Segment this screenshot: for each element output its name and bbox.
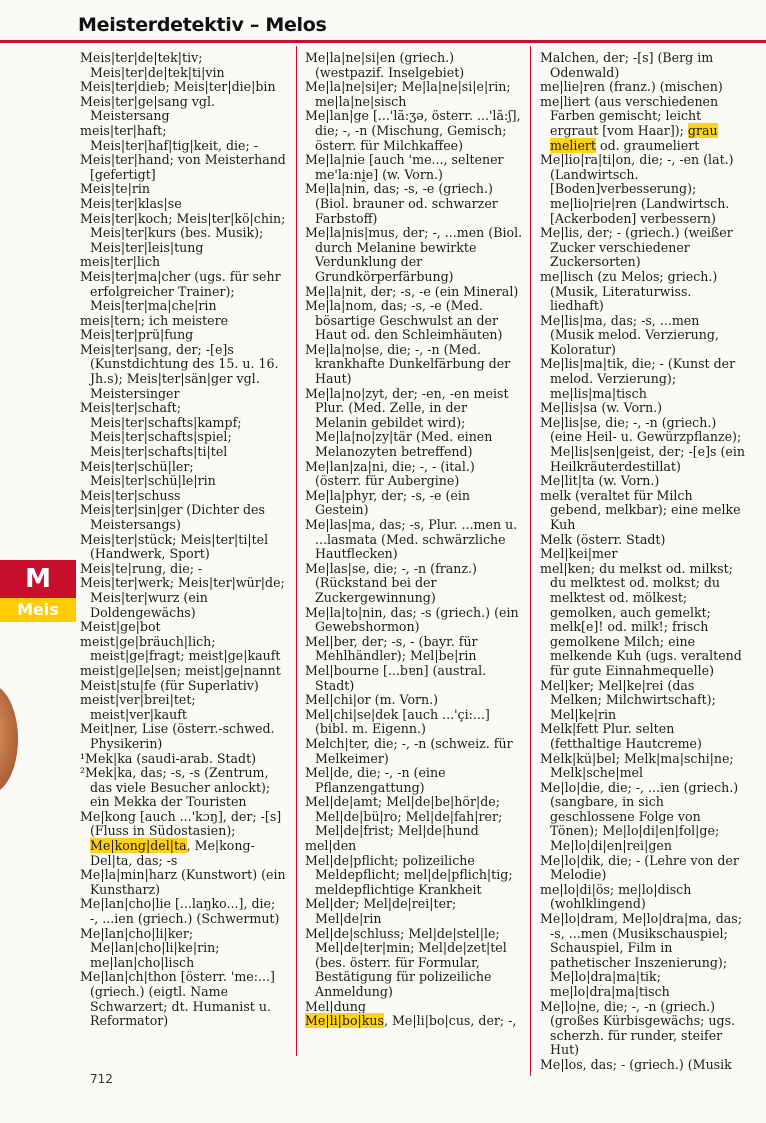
dictionary-entry: Me|lo|dik, die; - (Lehre von der Melodie): [540, 852, 739, 883]
dictionary-entry: Meit|ner, Lise (österr.-schwed. Physikerin): [80, 721, 275, 751]
dictionary-entry: Me|lis|se, die; -, -n (griech.) (eine Heil- u. Gewürzpflanze); Me|lis|sen|geist, der; -[e]s (ein Heilkräuterdestillat): [540, 414, 745, 474]
dictionary-entry: Mel|dung: [305, 998, 366, 1014]
dictionary-entry: Me|la|nit, der; -s, -e (ein Mineral): [305, 283, 519, 299]
dictionary-entry: ²Mek|ka, das; -s, -s (Zentrum, das viele Besucher anlockt); ein Mekka der Touristen: [80, 765, 271, 810]
header-rule: [0, 40, 766, 43]
page-header-title: Meisterdetektiv – Melos: [78, 14, 327, 36]
dictionary-entry: meist|ver|brei|tet; meist|ver|kauft: [80, 692, 196, 722]
dictionary-entry: Me|lio|ra|ti|on, die; -, -en (lat.) (Landwirtsch. [Boden]verbesserung); me|lio|rie|ren (Landwirtsch. [Ackerboden] verbessern): [540, 152, 734, 226]
dictionary-entry: me|lo|di|ös; me|lo|disch (wohlklingend): [540, 881, 692, 912]
dictionary-entry: Me|lis|ma|tik, die; - (Kunst der melod. Verzierung); me|lis|ma|tisch: [540, 356, 736, 401]
dictionary-entry: meis|ter|haft; Meis|ter|haf|tig|keit, die; -: [80, 122, 258, 153]
dictionary-entry: Meis|ter|koch; Meis|ter|kö|chin; Meis|ter|kurs (bes. Musik); Meis|ter|leis|tung: [80, 210, 286, 255]
dictionary-entry: Melk|fett Plur. selten (fetthaltige Hautcreme): [540, 721, 702, 751]
dictionary-entry: Meis|ter|werk; Meis|ter|wür|de; Meis|ter|wurz (ein Doldengewächs): [80, 575, 285, 620]
column-divider-1: [296, 46, 297, 1056]
page-number: 712: [90, 1072, 113, 1086]
dictionary-entry: Me|la|no|se, die; -, -n (Med. krankhafte Dunkelfärbung der Haut): [305, 341, 511, 387]
dictionary-entry: mel|ken; du melkst od. milkst; du melktest od. molkst; du melktest od. mölkest; gemolken, auch gemelkt; melk[e]! od. milk!; frisch gemolkene Milch; eine melkende Kuh (ugs. veraltend für gute Einnahmequelle): [540, 560, 742, 678]
dictionary-entry: Mel|chi|se|dek [auch ...'çi:...] (bibl. m. Eigenn.): [305, 706, 490, 737]
dictionary-entry: me|lie|ren (franz.) (mischen): [540, 79, 723, 95]
dictionary-entry: Meis|ter|hand; von Meisterhand [gefertigt]: [80, 152, 286, 182]
dictionary-entry: Mel|bourne [...bɐn] (austral. Stadt): [305, 662, 487, 693]
dictionary-entry: Me|la|phyr, der; -s, -e (ein Gestein): [305, 487, 471, 518]
dictionary-entry: Meis|ter|ma|cher (ugs. für sehr erfolgreicher Trainer); Meis|ter|ma|che|rin: [80, 268, 281, 314]
dictionary-entry: Mel|der; Mel|de|rei|ter; Mel|de|rin: [305, 896, 457, 927]
dictionary-entry: Me|los, das; - (griech.) (Musik: [540, 1056, 732, 1072]
dictionary-entry: Me|lit|ta (w. Vorn.): [540, 473, 660, 489]
highlighted-term: Me|kong|del|ta: [90, 838, 187, 854]
dictionary-entry: Meis|ter|schaft; Meis|ter|schafts|kampf; Meis|ter|schafts|spiel; Meis|ter|schafts|ti|tel: [80, 400, 242, 460]
dictionary-entry: Me|la|no|zyt, der; -en, -en meist Plur. (Med. Zelle, in der Melanin gebildet wird); Me|la|no|zy|tär (Med. einen Melanozyten betreffend): [305, 385, 509, 460]
dictionary-entry: Me|la|nie [auch 'me..., seltener me'la:ni̯e] (w. Vorn.): [305, 152, 504, 182]
dictionary-entry: Me|la|ne|si|er; Me|la|ne|si|e|rin; me|la|ne|sisch: [305, 79, 511, 109]
dictionary-entry: me|lisch (zu Melos; griech.) (Musik, Literaturwiss. liedhaft): [540, 268, 718, 314]
dictionary-entry: Mel|de|schluss; Mel|de|stel|le; Mel|de|ter|min; Mel|de|zet|tel (bes. österr. für Formular, Bestätigung für polizeiliche Anmeldung): [305, 925, 507, 999]
dictionary-entry: meis|ter|lich: [80, 254, 161, 270]
dictionary-entry: mel|den: [305, 838, 357, 854]
highlighted-term: Me|li|bo|kus: [305, 1013, 384, 1029]
dictionary-entry: Mel|ker; Mel|ke|rei (das Melken; Milchwirtschaft); Mel|ke|rin: [540, 677, 716, 722]
dictionary-entry: Me|li|bo|kus, Me|li|bo|cus, der; -,: [305, 1013, 517, 1029]
dictionary-entry: Meis|ter|klas|se: [80, 195, 182, 211]
dictionary-entry: Meis|ter|stück; Meis|ter|ti|tel (Handwerk, Sport): [80, 531, 269, 562]
dictionary-entry: Meis|ter|schuss: [80, 487, 181, 503]
dictionary-entry: Me|las|se, die; -, -n (franz.) (Rückstand bei der Zuckergewinnung): [305, 560, 477, 605]
dictionary-entry: Me|lan|cho|lie [...laŋko...], die; -, ...ien (griech.) (Schwermut): [80, 896, 280, 927]
column-2: [305, 51, 523, 1029]
thumb-index-letter: M: [0, 560, 76, 598]
dictionary-entry: Mel|chi|or (m. Vorn.): [305, 692, 439, 708]
dictionary-entry: Mel|de, die; -, -n (eine Pflanzengattung): [305, 765, 446, 795]
dictionary-entry: Melk (österr. Stadt): [540, 531, 666, 547]
dictionary-entry: Me|lan|ch|thon [österr. 'me:...] (griech.) (eigtl. Name Schwarzert; dt. Humanist u. Reformator): [80, 969, 275, 1029]
dictionary-entry: Meis|te|rung, die; -: [80, 560, 203, 576]
dictionary-entry: Malchen, der; -[s] (Berg im Odenwald): [540, 50, 714, 80]
dictionary-entry: Meis|ter|sin|ger (Dichter des Meistersangs): [80, 502, 265, 532]
dictionary-entry: melk (veraltet für Milch gebend, melkbar); eine melke Kuh: [540, 487, 741, 532]
dictionary-entry: Me|lis|ma, das; -s, ...men (Musik melod. Verzierung, Koloratur): [540, 312, 719, 357]
dictionary-entry: Me|la|nis|mus, der; -, ...men (Biol. durch Melanine bewirkte Verdunklung der Grundkörperfärbung): [305, 225, 523, 284]
dictionary-entry: Me|las|ma, das; -s, Plur. ...men u. ...lasmata (Med. schwärzliche Hautflecken): [305, 517, 518, 562]
dictionary-entry: Me|lan|ge [...'lã:ʒə, österr. ...'lã:ʃ], die; -, -n (Mischung, Gemisch; österr. für Milchkaffee): [305, 108, 521, 153]
thumb-index-tab[interactable]: [0, 560, 76, 622]
dictionary-entry: Meis|ter|dieb; Meis|ter|die|bin: [80, 79, 276, 95]
dictionary-entry: Mel|de|amt; Mel|de|be|hör|de; Mel|de|bü|ro; Mel|de|fah|rer; Mel|de|frist; Mel|de|hund: [305, 794, 503, 839]
dictionary-entry: Me|lo|dram, Me|lo|dra|ma, das; -s, ...men (Musikschauspiel; Schauspiel, Film in pathetischer Inszenierung); Me|lo|dra|ma|tik; me|lo|dra|ma|tisch: [540, 911, 742, 999]
dictionary-entry: ¹Mek|ka (saudi-arab. Stadt): [80, 750, 257, 766]
dictionary-entry: meist|ge|le|sen; meist|ge|nannt: [80, 662, 281, 678]
column-1: [80, 51, 286, 1029]
dictionary-entry: Meist|ge|bot: [80, 619, 161, 635]
dictionary-entry: meist|ge|bräuch|lich; meist|ge|fragt; meist|ge|kauft: [80, 633, 281, 664]
thumb-index-range: Meis: [0, 598, 76, 622]
highlighted-term: grau meliert: [550, 122, 718, 153]
thumb-finger-image: [0, 684, 18, 794]
dictionary-entry: me|liert (aus verschiedenen Farben gemischt; leicht ergraut [vom Haar]); grau meliert od. graumeliert: [540, 93, 719, 153]
dictionary-entry: Me|la|nin, das; -s, -e (griech.) (Biol. brauner od. schwarzer Farbstoff): [305, 181, 498, 226]
dictionary-entry: Meis|te|rin: [80, 181, 150, 197]
dictionary-entry: Meis|ter|ge|sang vgl. Meistersang: [80, 93, 215, 124]
dictionary-entry: Me|kong [auch ...'kɔŋ], der; -[s] (Fluss in Südostasien); Me|kong|del|ta, Me|kong-Del|ta, das; -s: [80, 808, 282, 868]
dictionary-entry: Mel|de|pflicht; polizeiliche Meldepflicht; mel|de|pflich|tig; meldepflichtige Krankheit: [305, 852, 513, 897]
dictionary-entry: Meis|ter|prü|fung: [80, 327, 194, 343]
dictionary-entry: Me|lis, der; - (griech.) (weißer Zucker verschiedener Zuckersorten): [540, 225, 733, 270]
dictionary-entry: Me|la|nom, das; -s, -e (Med. bösartige Geschwulst an der Haut od. den Schleimhäuten): [305, 298, 503, 343]
dictionary-entry: Meis|ter|de|tek|tiv; Meis|ter|de|tek|ti|vin: [80, 50, 225, 80]
dictionary-entry: Meis|ter|sang, der; -[e]s (Kunstdichtung des 15. u. 16. Jh.s); Meis|ter|sän|ger vgl. Meistersinger: [80, 341, 279, 401]
dictionary-entry: Mel|ber, der; -s, - (bayr. für Mehlhändler); Mel|be|rin: [305, 633, 478, 664]
dictionary-entry: Melch|ter, die; -, -n (schweiz. für Melkeimer): [305, 735, 513, 766]
dictionary-entry: Melk|kü|bel; Melk|ma|schi|ne; Melk|sche|mel: [540, 750, 734, 781]
dictionary-entry: Me|lo|die, die; -, ...ien (griech.) (sangbare, in sich geschlossene Folge von Tönen); Me|lo|di|en|fol|ge; Me|lo|di|en|rei|gen: [540, 779, 739, 854]
dictionary-entry: Meis|ter|schü|ler; Meis|ter|schü|le|rin: [80, 458, 216, 489]
dictionary-entry: Me|la|min|harz (Kunstwort) (ein Kunstharz): [80, 867, 286, 897]
column-3: [540, 51, 746, 1073]
dictionary-entry: Me|lo|ne, die; -, -n (griech.) (großes Kürbisgewächs; ugs. scherzh. für runder, steifer Hut): [540, 998, 736, 1058]
dictionary-entry: Me|lis|sa (w. Vorn.): [540, 400, 663, 416]
dictionary-entry: meis|tern; ich meistere: [80, 312, 229, 328]
dictionary-entry: Me|lan|cho|li|ker; Me|lan|cho|li|ke|rin; me|lan|cho|lisch: [80, 925, 220, 970]
dictionary-entry: Mel|kei|mer: [540, 546, 618, 562]
dictionary-entry: Meist|stu|fe (für Superlativ): [80, 677, 259, 693]
dictionary-entry: Me|la|to|nin, das; -s (griech.) (ein Gewebshormon): [305, 604, 519, 635]
dictionary-entry: Me|lan|za|ni, die; -, - (ital.) (österr. für Aubergine): [305, 458, 475, 489]
dictionary-entry: Me|la|ne|si|en (griech.) (westpazif. Inselgebiet): [305, 50, 465, 80]
column-divider-2: [530, 46, 531, 1076]
